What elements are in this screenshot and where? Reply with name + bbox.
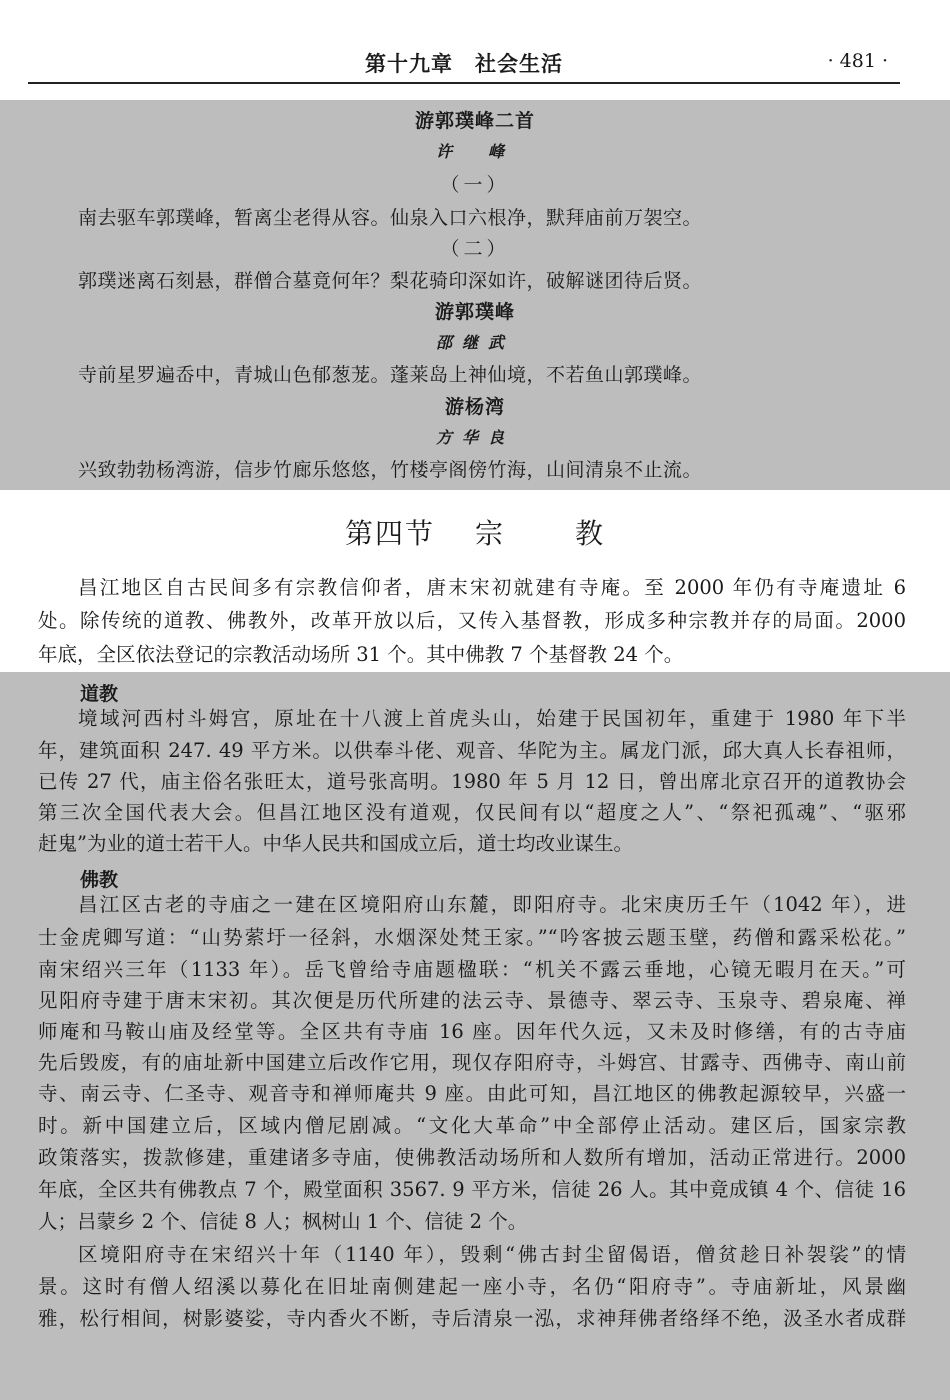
section-word-1: 宗 bbox=[474, 517, 505, 550]
daoism-line: 年，建筑面积 247. 49 平方米。以供奉斗佬、观音、华陀为主。属龙门派，邱大真人长春祖师， bbox=[38, 739, 906, 762]
intro-line: 年底，全区依法登记的宗教活动场所 31 个。其中佛教 7 个基督教 24 个。 bbox=[38, 643, 684, 666]
page-number: · 481 · bbox=[827, 50, 888, 72]
buddhism-line: 时。新中国建立后，区域内僧尼剧减。“文化大革命”中全部停止活动。建区后，国家宗教 bbox=[38, 1114, 906, 1137]
buddhism-line: 见阳府寺建于唐末宋初。其次便是历代所建的法云寺、景德寺、翠云寺、玉泉寺、碧泉庵、禅 bbox=[38, 989, 906, 1012]
buddhism-line: 昌江区古老的寺庙之一建在区境阳府山东麓，即阳府寺。北宋庚历壬午（1042 年），进 bbox=[78, 893, 906, 916]
daoism-line: 已传 27 代，庙主俗名张旺太，道号张高明。1980 年 5 月 12 日，曾出席北京召开的道教协会 bbox=[38, 770, 906, 793]
buddhism-line: 年底，全区共有佛教点 7 个，殿堂面积 3567. 9 平方米，信徒 26 人。其中竟成镇 4 个、信徒 16 bbox=[38, 1178, 906, 1201]
buddhism-line: 政策落实，拨款修建，重建诸多寺庙，使佛教活动场所和人数所有增加，活动正常进行。2000 bbox=[38, 1146, 906, 1169]
daoism-line: 第三次全国代表大会。但昌江地区没有道观，仅民间有以“超度之人”、“祭祀孤魂”、“驱邪 bbox=[38, 801, 906, 824]
section-number: 第四节 bbox=[344, 517, 435, 550]
chapter-title: 第十九章 社会生活 bbox=[365, 51, 563, 76]
page-header bbox=[0, 0, 950, 100]
poem-author-1: 许 峰 bbox=[435, 142, 514, 161]
buddhism-line: 人；吕蒙乡 2 个、信徒 8 人；枫树山 1 个、信徒 2 个。 bbox=[38, 1210, 528, 1233]
buddhism-line: 先后毁废，有的庙址新中国建立后改作它用，现仅存阳府寺，斗姆宫、甘露寺、西佛寺、南山前 bbox=[38, 1051, 906, 1074]
poem-title-3: 游杨湾 bbox=[444, 396, 505, 418]
buddhism-line: 士金虎卿写道：“山势萦圩一径斜，水烟深处梵王家。”“吟客披云题玉壁，药僧和露采松花。” bbox=[38, 926, 906, 949]
daoism-line: 境域河西村斗姆宫，原址在十八渡上首虎头山，始建于民国初年，重建于 1980 年下半 bbox=[78, 707, 906, 730]
buddhism-line: 南宋绍兴三年（1133 年）。岳飞曾给寺庙题楹联：“机关不露云垂地，心镜无暇月在天。”可 bbox=[38, 958, 906, 981]
buddhism-heading: 佛教 bbox=[80, 869, 119, 891]
buddhism-line: 景。这时有僧人绍溪以募化在旧址南侧建起一座小寺，名仍“阳府寺”。寺庙新址，风景幽 bbox=[38, 1275, 906, 1298]
section-word-2: 教 bbox=[575, 517, 606, 550]
daoism-line: 赶鬼”为业的道士若干人。中华人民共和国成立后，道士均改业谋生。 bbox=[38, 832, 633, 855]
intro-line: 昌江地区自古民间多有宗教信仰者，唐末宋初就建有寺庵。至 2000 年仍有寺庵遗址 6 bbox=[78, 576, 906, 599]
poem-title-2: 游郭璞峰 bbox=[434, 301, 515, 323]
poem-author-3: 方华良 bbox=[435, 428, 514, 447]
poem-line-2: 郭璞迷离石刻悬，群僧合墓竟何年？梨花骑印深如许，破解谜团待后贤。 bbox=[78, 270, 703, 292]
buddhism-line: 师庵和马鞍山庙及经堂等。全区共有寺庙 16 座。因年代久远，又未及时修缮，有的古寺庙 bbox=[38, 1020, 906, 1043]
buddhism-line: 寺、南云寺、仁圣寺、观音寺和禅师庵共 9 座。由此可知，昌江地区的佛教起源较早，兴盛一 bbox=[38, 1082, 906, 1105]
intro-line: 处。除传统的道教、佛教外，改革开放以后，又传入基督教，形成多种宗教并存的局面。2000 bbox=[38, 609, 906, 632]
poem-line-1: 南去驱车郭璞峰，暂离尘老得从容。仙泉入口六根净，默拜庙前万袈空。 bbox=[78, 207, 703, 229]
poem-author-2: 邵继武 bbox=[435, 333, 514, 352]
header-rule bbox=[28, 82, 900, 84]
buddhism-line: 雅，松行相间，树影婆娑，寺内香火不断，寺后清泉一泓，求神拜佛者络绎不绝，汲圣水者成群 bbox=[38, 1307, 906, 1330]
section-title bbox=[0, 512, 950, 552]
daoism-heading: 道教 bbox=[80, 683, 119, 705]
poem-number-1: （一） bbox=[440, 174, 510, 196]
buddhism-line: 区境阳府寺在宋绍兴十年（1140 年），毁剩“佛古封尘留偈语，僧贫趁日补袈裟”的情 bbox=[78, 1243, 906, 1266]
poem-line-4: 兴致勃勃杨湾游，信步竹廊乐悠悠，竹楼亭阁傍竹海，山间清泉不止流。 bbox=[78, 459, 703, 481]
poem-title-1: 游郭璞峰二首 bbox=[414, 110, 535, 132]
poem-number-2: （二） bbox=[440, 238, 510, 260]
poem-line-3: 寺前星罗遍岙中，青城山色郁葱茏。蓬莱岛上神仙境，不若鱼山郭璞峰。 bbox=[78, 364, 703, 386]
